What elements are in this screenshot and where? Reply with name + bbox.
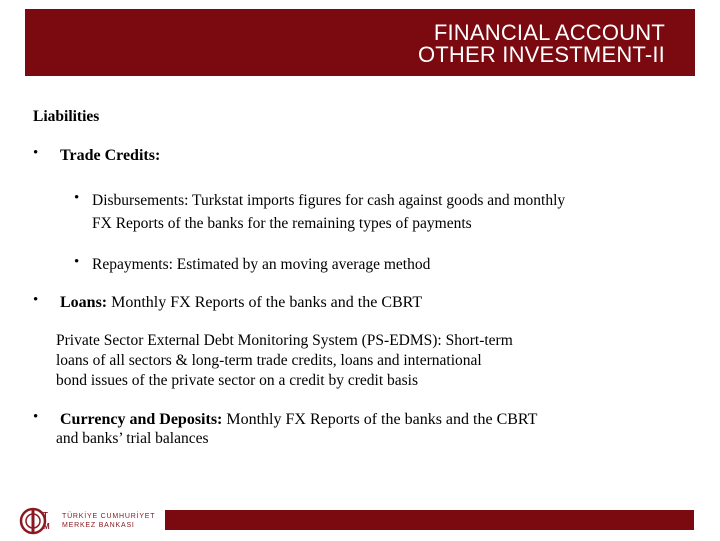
- svg-text:M: M: [43, 522, 50, 531]
- bullet-icon: •: [74, 254, 80, 270]
- loans-label: Loans:: [60, 294, 108, 311]
- header-bar: [25, 9, 695, 76]
- logo-line2: MERKEZ BANKASI: [62, 522, 135, 529]
- currency-line2: and banks’ trial balances: [56, 430, 209, 447]
- currency-item: [60, 409, 537, 430]
- svg-text:T: T: [43, 511, 48, 520]
- loans-detail-line2: loans of all sectors & long-term trade credits, loans and international: [56, 352, 482, 369]
- slide-title-line2: OTHER INVESTMENT-II: [417, 42, 665, 67]
- loans-text: Monthly FX Reports of the banks and the CBRT: [107, 294, 423, 311]
- cbrt-emblem-icon: [19, 506, 59, 536]
- logo-line1: TÜRKİYE CUMHURİYET: [62, 513, 156, 520]
- bullet-icon: •: [74, 190, 80, 206]
- disbursements-line1: Disbursements: Turkstat imports figures for cash against goods and monthly: [92, 192, 566, 209]
- currency-label: Currency and Deposits:: [60, 411, 223, 428]
- trade-credits-label: Trade Credits:: [60, 147, 161, 164]
- disbursements-line2: FX Reports of the banks for the remaining types of payments: [92, 215, 472, 232]
- footer-bar: [165, 510, 694, 530]
- loans-item: [60, 292, 422, 313]
- slide-title-line1: FINANCIAL ACCOUNT: [433, 20, 665, 45]
- loans-detail-line3: bond issues of the private sector on a credit by credit basis: [56, 372, 418, 389]
- cbrt-logo: [19, 506, 159, 536]
- bullet-icon: •: [33, 145, 39, 161]
- currency-text: Monthly FX Reports of the banks and the CBRT: [222, 411, 538, 428]
- section-heading: Liabilities: [33, 108, 100, 125]
- repayments-text: Repayments: Estimated by an moving average method: [92, 256, 431, 273]
- loans-detail-line1: Private Sector External Debt Monitoring System (PS-EDMS): Short-term: [56, 332, 513, 349]
- bullet-icon: •: [33, 409, 39, 425]
- slide-title: [418, 22, 665, 66]
- bullet-icon: •: [33, 292, 39, 308]
